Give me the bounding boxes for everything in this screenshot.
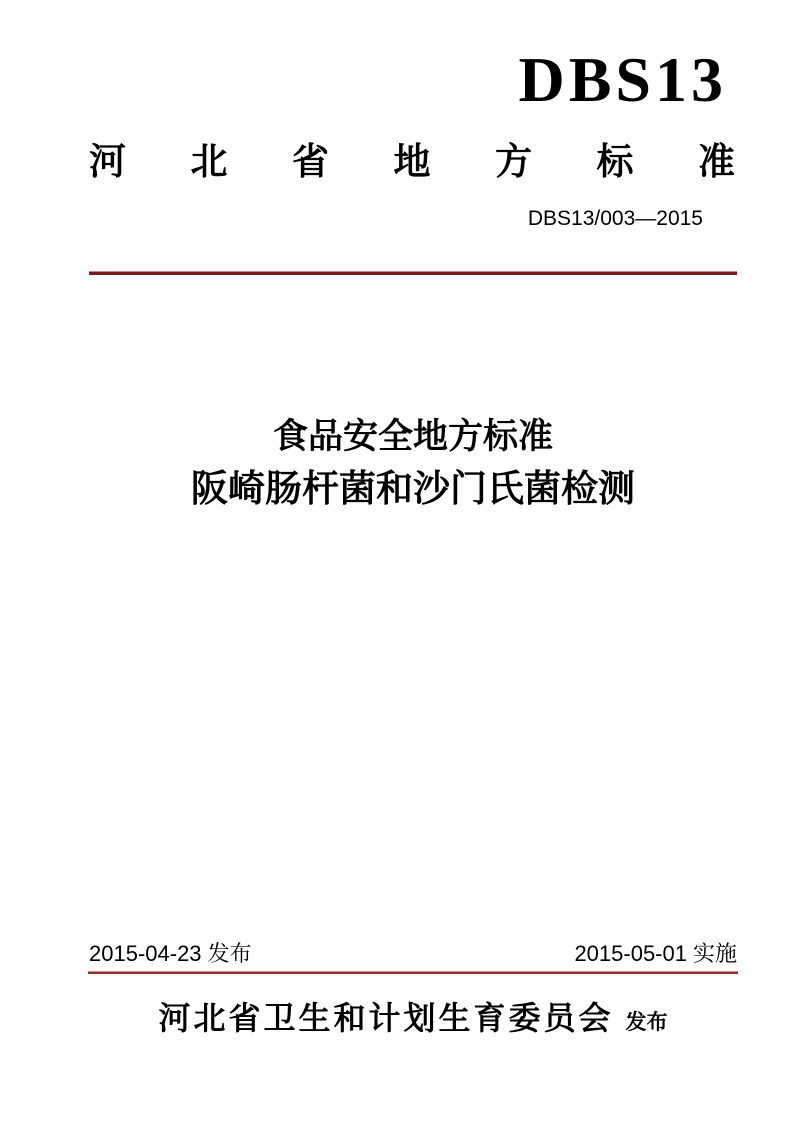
- standard-name-justified: 河 北 省 地 方 标 准: [89, 141, 735, 182]
- bottom-divider-rule: [88, 971, 738, 974]
- document-title-line1: 食品安全地方标准: [272, 417, 553, 456]
- standard-number: DBS13/003—2015: [527, 207, 703, 230]
- implementation-date-value: 2015-05-01: [574, 941, 687, 966]
- publisher-label: 发布: [625, 1011, 668, 1034]
- publisher-name: 河北省卫生和计划生育委员会: [158, 1000, 614, 1036]
- document-title-line2: 阪崎肠杆菌和沙门氏菌检测: [191, 467, 635, 509]
- standard-code-large: DBS13: [518, 44, 727, 115]
- implementation-date-label: 实施: [692, 941, 737, 966]
- top-divider-rule: [89, 271, 737, 275]
- implementation-date: [574, 941, 737, 967]
- issue-date-value: 2015-04-23: [89, 941, 202, 966]
- issue-date: [89, 941, 252, 967]
- issue-date-label: 发布: [207, 941, 252, 966]
- date-row: [89, 941, 737, 967]
- document-title-block: [89, 414, 737, 513]
- publisher-row: [89, 993, 737, 1039]
